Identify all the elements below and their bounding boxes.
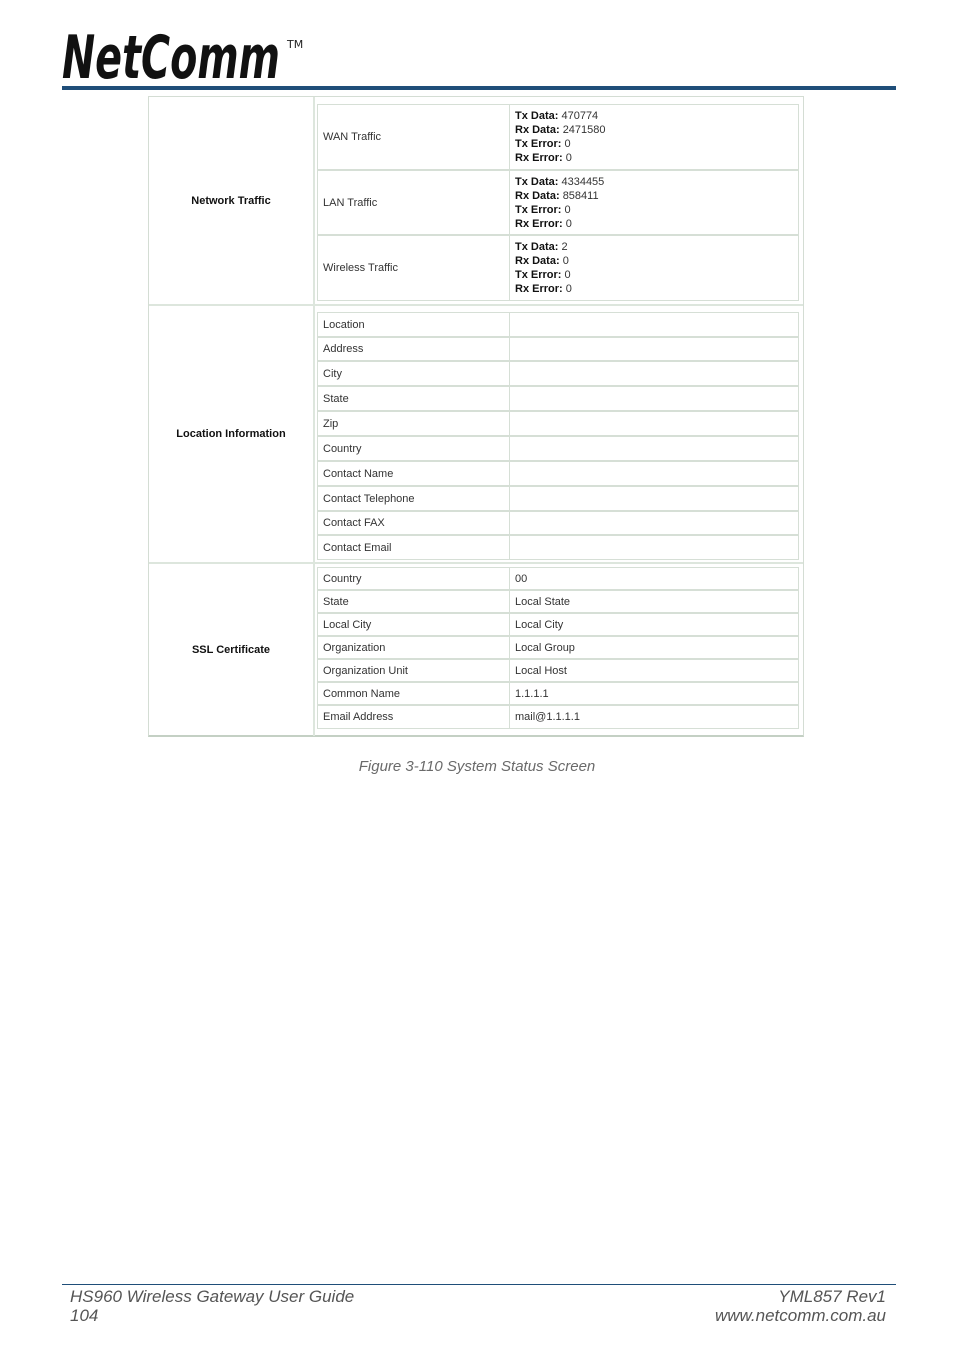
- table-row-city: [317, 361, 799, 386]
- network-traffic-table: [317, 104, 799, 302]
- table-row-ssl-country: [317, 567, 799, 590]
- row-value: Local Group: [515, 641, 575, 654]
- tx-error-label: Tx Error:: [515, 269, 562, 281]
- rx-error-value: 0: [565, 152, 572, 164]
- tx-error-value: 0: [564, 203, 571, 216]
- table-row-lan-traffic: [317, 170, 799, 235]
- figure-caption: Figure 3-110 System Status Screen: [358, 758, 596, 775]
- footer-right: [715, 1287, 886, 1325]
- netcomm-logo: [62, 26, 307, 84]
- table-row-ssl-organization: [317, 636, 799, 659]
- row-value: [510, 462, 798, 485]
- table-row-contact-email: [317, 535, 799, 560]
- row-value: 00: [515, 572, 528, 585]
- row-label: Common Name: [318, 683, 510, 704]
- row-value: Local City: [515, 618, 564, 631]
- row-label: Organization Unit: [318, 660, 510, 681]
- table-row-ssl-state: [317, 590, 799, 613]
- row-label: Zip: [318, 412, 510, 435]
- row-value: Local State: [515, 595, 571, 608]
- row-label: Contact Email: [318, 536, 510, 559]
- table-row-ssl-local-city: [317, 613, 799, 636]
- row-value: [510, 512, 798, 534]
- tx-data-value: 470774: [561, 110, 599, 122]
- table-row-country: [317, 436, 799, 461]
- section-label-network-traffic: Network Traffic: [191, 194, 271, 207]
- row-label: Contact Telephone: [318, 487, 510, 510]
- table-row-ssl-common-name: [317, 682, 799, 705]
- section-divider: [313, 564, 315, 736]
- location-information-section: [149, 306, 803, 564]
- table-row-contact-fax: [317, 511, 799, 535]
- row-label: Contact Name: [318, 462, 510, 485]
- tx-data-value: 4334455: [561, 175, 605, 188]
- section-divider: [313, 97, 315, 304]
- row-value: Local Host: [515, 664, 567, 677]
- row-value: mail@1.1.1.1: [515, 711, 580, 723]
- tx-data-label: Tx Data:: [515, 241, 559, 253]
- network-traffic-section: [149, 97, 803, 306]
- rx-error-label: Rx Error:: [515, 152, 563, 164]
- row-value: [510, 412, 798, 435]
- table-row-ssl-email-address: [317, 705, 799, 729]
- logo-trademark: TM: [287, 38, 304, 51]
- page-number: 104: [70, 1306, 99, 1325]
- row-label: Country: [318, 437, 510, 460]
- revision-label: YML857 Rev1: [778, 1287, 886, 1306]
- row-value: [510, 313, 798, 336]
- traffic-values: [510, 105, 798, 169]
- traffic-values: [510, 236, 798, 300]
- traffic-values: [510, 171, 798, 234]
- guide-title: HS960 Wireless Gateway User Guide: [70, 1287, 355, 1306]
- tx-error-value: 0: [564, 138, 571, 150]
- row-label: WAN Traffic: [318, 105, 510, 169]
- header-rule: [62, 86, 896, 90]
- rx-data-label: Rx Data:: [515, 189, 560, 202]
- row-value: [510, 338, 798, 360]
- rx-data-label: Rx Data:: [515, 124, 560, 136]
- rx-data-label: Rx Data:: [515, 255, 560, 267]
- row-value: [510, 362, 798, 385]
- rx-error-value: 0: [565, 283, 572, 295]
- footer-left: [70, 1287, 354, 1325]
- footer-rule: [62, 1284, 896, 1285]
- row-label: Local City: [318, 614, 510, 635]
- row-label: State: [318, 591, 510, 612]
- row-label: Wireless Traffic: [318, 236, 510, 300]
- ssl-certificate-table: [317, 567, 799, 730]
- ssl-certificate-section: [149, 564, 803, 736]
- tx-error-label: Tx Error:: [515, 138, 562, 150]
- row-value: 1.1.1.1: [515, 687, 549, 700]
- logo-wordmark: NetComm: [62, 26, 280, 84]
- row-value: [510, 437, 798, 460]
- row-value: [510, 487, 798, 510]
- table-row-ssl-organization-unit: [317, 659, 799, 682]
- table-row-wireless-traffic: [317, 235, 799, 301]
- table-row-zip: [317, 411, 799, 436]
- row-label: Location: [318, 313, 510, 336]
- tx-data-label: Tx Data:: [515, 175, 559, 188]
- rx-error-value: 0: [565, 217, 572, 230]
- tx-data-value: 2: [561, 241, 568, 253]
- row-value: [510, 387, 798, 410]
- row-label: State: [318, 387, 510, 410]
- row-value: [510, 536, 798, 559]
- section-label-ssl-certificate: SSL Certificate: [191, 644, 271, 656]
- section-divider: [313, 306, 315, 562]
- row-label: Country: [318, 568, 510, 589]
- tx-error-value: 0: [564, 269, 571, 281]
- rx-error-label: Rx Error:: [515, 283, 563, 295]
- rx-data-value: 2471580: [562, 124, 606, 136]
- system-status-screen: [148, 96, 804, 737]
- tx-data-label: Tx Data:: [515, 110, 559, 122]
- tx-error-label: Tx Error:: [515, 203, 562, 216]
- website-link: www.netcomm.com.au: [715, 1306, 886, 1325]
- table-row-state: [317, 386, 799, 411]
- row-label: Email Address: [318, 706, 510, 728]
- table-row-location: [317, 312, 799, 337]
- table-row-address: [317, 337, 799, 361]
- table-row-contact-name: [317, 461, 799, 486]
- table-row-contact-telephone: [317, 486, 799, 511]
- table-row-wan-traffic: [317, 104, 799, 170]
- row-label: Contact FAX: [318, 512, 510, 534]
- row-label: Organization: [318, 637, 510, 658]
- rx-data-value: 0: [562, 255, 569, 267]
- location-information-table: [317, 312, 799, 560]
- row-label: City: [318, 362, 510, 385]
- row-label: LAN Traffic: [318, 171, 510, 234]
- section-label-location-information: Location Information: [176, 428, 286, 440]
- row-label: Address: [318, 338, 510, 360]
- rx-error-label: Rx Error:: [515, 217, 563, 230]
- rx-data-value: 858411: [562, 189, 599, 202]
